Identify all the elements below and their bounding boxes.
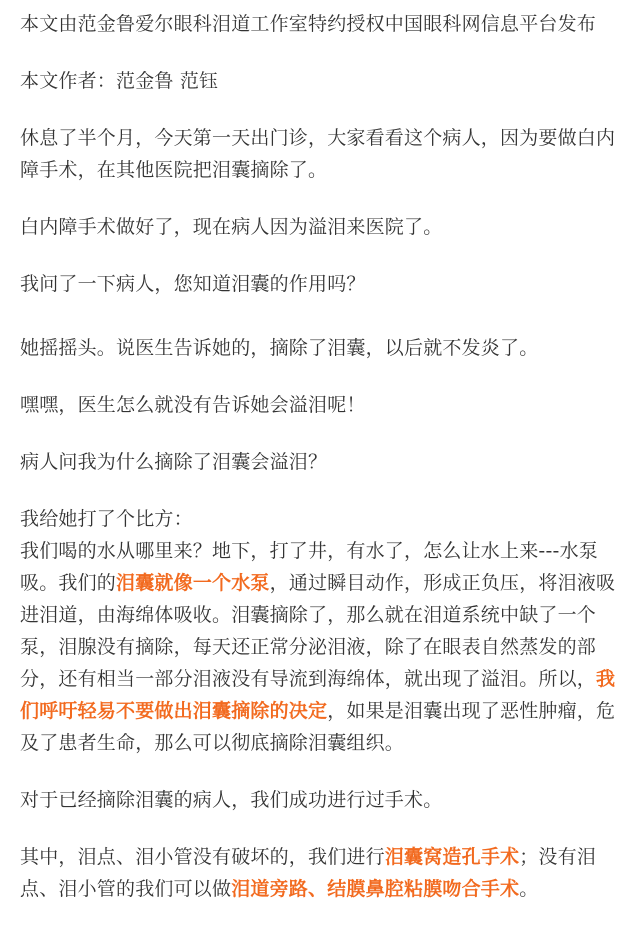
paragraph-7 bbox=[20, 535, 628, 759]
paragraph-9-text-c: 。 bbox=[519, 878, 539, 900]
highlight-appeal: 我们呼吁轻易不要做出泪囊摘除的决定 bbox=[20, 668, 616, 722]
paragraph-7-intro: 我给她打了个比方： bbox=[20, 508, 193, 530]
paragraph-7-text-a: 我们喝的水从哪里来？地下，打了井，有水了，怎么让水上来---水泵吸。我们的 bbox=[20, 540, 598, 594]
paragraph-5: 嘿嘿，医生怎么就没有告诉她会溢泪呢！ bbox=[20, 394, 366, 416]
highlight-surgery-2: 泪道旁路、结膜鼻腔粘膜吻合手术 bbox=[231, 878, 520, 900]
highlight-surgery-1: 泪囊窝造孔手术 bbox=[384, 846, 520, 868]
paragraph-6: 病人问我为什么摘除了泪囊会溢泪？ bbox=[20, 451, 328, 473]
paragraph-1: 休息了半个月，今天第一天出门诊，大家看看这个病人，因为要做白内障手术，在其他医院把泪囊摘除了。 bbox=[20, 127, 616, 181]
highlight-pump-analogy: 泪囊就像一个水泵 bbox=[116, 572, 270, 594]
paragraph-8: 对于已经摘除泪囊的病人，我们成功进行过手术。 bbox=[20, 789, 443, 811]
paragraph-3: 我问了一下病人，您知道泪囊的作用吗？ bbox=[20, 273, 366, 295]
paragraph-9-text-b: ；没有泪点、泪小管的我们可以做 bbox=[20, 846, 597, 900]
paragraph-4: 她摇摇头。说医生告诉她的，摘除了泪囊，以后就不发炎了。 bbox=[20, 337, 539, 359]
paragraph-9-text-a: 其中，泪点、泪小管没有破坏的，我们进行 bbox=[20, 846, 385, 868]
author-line: 本文作者：范金鲁 范钰 bbox=[20, 70, 219, 92]
paragraph-2: 白内障手术做好了，现在病人因为溢泪来医院了。 bbox=[20, 216, 443, 238]
paragraph-7-text-b: ，通过瞬目动作，形成正负压，将泪液吸进泪道，由海绵体吸收。泪囊摘除了，那么就在泪道系统中缺了一个泵，泪腺没有摘除，每天还正常分泌泪液，除了在眼表自然蒸发的部分，还有相当一部分泪液没有导流到海绵体，就出现了溢泪。所以， bbox=[20, 572, 616, 690]
paragraph-7-text-c: ，如果是泪囊出现了恶性肿瘤，危及了患者生命，那么可以彻底摘除泪囊组织。 bbox=[20, 700, 616, 754]
paragraph-9 bbox=[20, 841, 628, 905]
source-line: 本文由范金鲁爱尔眼科泪道工作室特约授权中国眼科网信息平台发布 bbox=[20, 13, 597, 35]
article-body bbox=[0, 8, 640, 905]
